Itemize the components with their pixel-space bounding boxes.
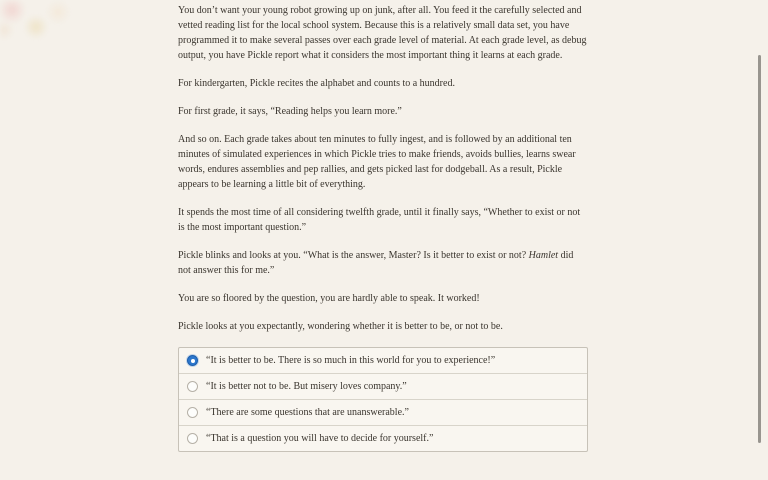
story-paragraph: You don’t want your young robot growing up on junk, after all. You feed it the carefully selected and vetted reading list for the local school system. Because this is a relatively small data set, you have programmed it to make several passes over each grade level of material. At each grade level, as debug output, you have Pickle report what it considers the most important thing it learns at each grade. (178, 5, 587, 61)
radio-unselected-icon[interactable] (187, 381, 198, 392)
radio-selected-icon[interactable] (187, 355, 198, 366)
choice-option[interactable] (179, 373, 587, 399)
choice-option-label: “It is better not to be. But misery loves company.” (206, 381, 407, 392)
choice-option[interactable] (179, 348, 587, 373)
radio-unselected-icon[interactable] (187, 433, 198, 444)
scrollbar-thumb[interactable] (758, 55, 761, 443)
corner-artifact (0, 0, 80, 50)
story-text (178, 0, 588, 334)
choice-option-label: “There are some questions that are unanswerable.” (206, 407, 409, 418)
story-paragraph: For kindergarten, Pickle recites the alphabet and counts to a hundred. (178, 78, 455, 89)
choice-option-label: “That is a question you will have to decide for yourself.” (206, 433, 434, 444)
choice-option-label: “It is better to be. There is so much in this world for you to experience!” (206, 355, 496, 366)
story-paragraph: Pickle blinks and looks at you. “What is the answer, Master? Is it better to exist or not? Hamlet did not answer this for me.” (178, 250, 574, 276)
story-column (178, 0, 588, 452)
story-paragraph: It spends the most time of all considering twelfth grade, until it finally says, “Whether to exist or not is the most important question.” (178, 207, 581, 233)
story-paragraph: For first grade, it says, “Reading helps you learn more.” (178, 106, 402, 117)
story-paragraph: Pickle looks at you expectantly, wondering whether it is better to be, or not to be. (178, 321, 503, 332)
story-paragraph: And so on. Each grade takes about ten minutes to fully ingest, and is followed by an additional ten minutes of simulated experiences in which Pickle tries to make friends, avoids bullies, learns swear words, endures assemblies and pep rallies, and gets picked last for dodgeball. As a result, Pickle appears to be learning a little bit of everything. (178, 134, 576, 190)
story-paragraph: You are so floored by the question, you are hardly able to speak. It worked! (178, 293, 480, 304)
choice-option[interactable] (179, 425, 587, 451)
radio-unselected-icon[interactable] (187, 407, 198, 418)
choice-list (178, 347, 588, 452)
choice-option[interactable] (179, 399, 587, 425)
